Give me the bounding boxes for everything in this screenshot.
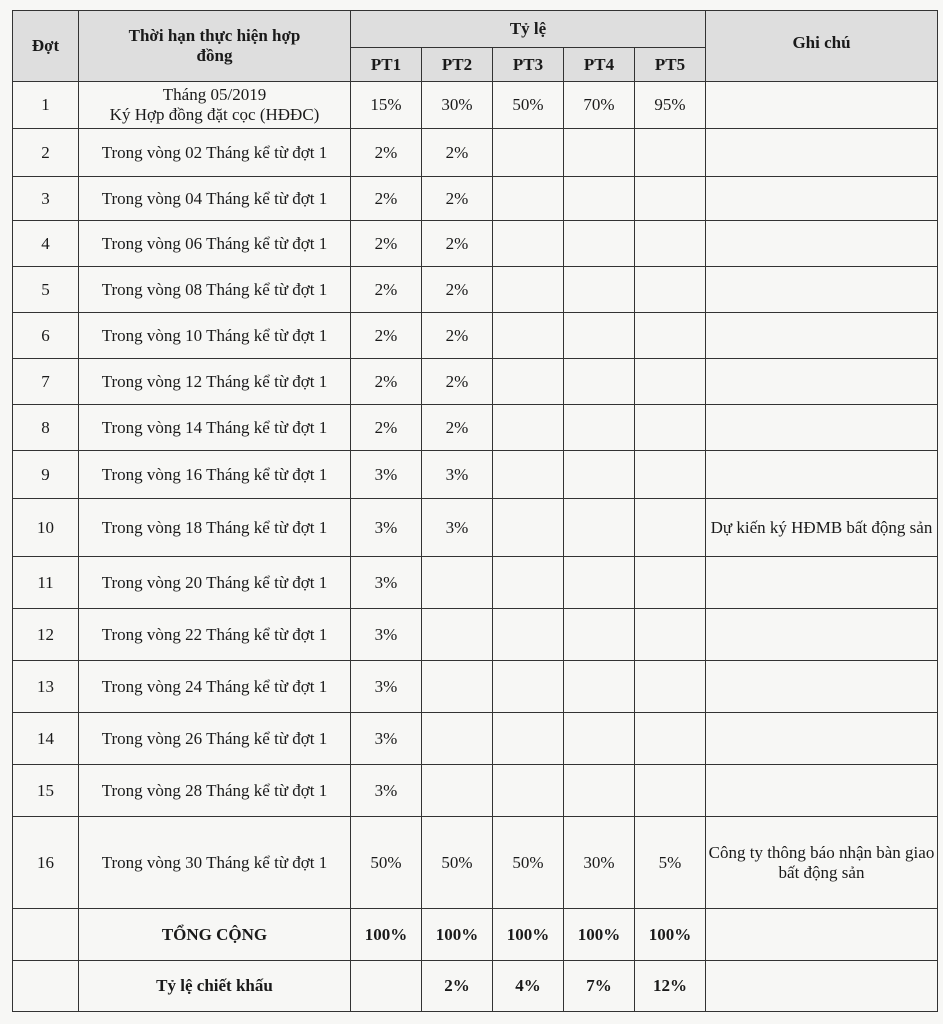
row-pt1: 3% bbox=[351, 713, 422, 765]
row-pt4 bbox=[564, 177, 635, 221]
row-note bbox=[706, 451, 938, 499]
row-note bbox=[706, 713, 938, 765]
row-pt1: 2% bbox=[351, 267, 422, 313]
row-pt2: 3% bbox=[422, 499, 493, 557]
total-row-blank bbox=[13, 909, 79, 961]
row-pt2: 2% bbox=[422, 359, 493, 405]
table-row bbox=[13, 557, 938, 609]
row-time bbox=[79, 817, 351, 909]
row-time bbox=[79, 661, 351, 713]
row-dot: 12 bbox=[13, 609, 79, 661]
row-dot: 3 bbox=[13, 177, 79, 221]
table-row bbox=[13, 221, 938, 267]
row-dot: 1 bbox=[13, 82, 79, 129]
row-time bbox=[79, 313, 351, 359]
table-row bbox=[13, 405, 938, 451]
row-pt1: 3% bbox=[351, 765, 422, 817]
row-pt1: 3% bbox=[351, 557, 422, 609]
row-pt2 bbox=[422, 713, 493, 765]
row-pt3 bbox=[493, 661, 564, 713]
row-time-text: Trong vòng 02 Tháng kể từ đợt 1 bbox=[101, 142, 328, 162]
row-pt5 bbox=[635, 359, 706, 405]
row-pt2 bbox=[422, 765, 493, 817]
table-row bbox=[13, 82, 938, 129]
row-dot: 6 bbox=[13, 313, 79, 359]
row-time bbox=[79, 451, 351, 499]
row-dot: 2 bbox=[13, 129, 79, 177]
payment-schedule-table bbox=[12, 10, 938, 1012]
row-pt2: 2% bbox=[422, 221, 493, 267]
row-pt2 bbox=[422, 609, 493, 661]
row-time bbox=[79, 359, 351, 405]
row-pt2: 50% bbox=[422, 817, 493, 909]
row-pt5 bbox=[635, 451, 706, 499]
row-pt3 bbox=[493, 405, 564, 451]
row-note bbox=[706, 267, 938, 313]
row-time bbox=[79, 609, 351, 661]
total-row-pt4: 100% bbox=[564, 909, 635, 961]
row-time-text: Trong vòng 28 Tháng kể từ đợt 1 bbox=[101, 780, 328, 800]
row-time bbox=[79, 177, 351, 221]
row-time-text: Trong vòng 30 Tháng kể từ đợt 1 bbox=[101, 852, 328, 872]
row-pt3 bbox=[493, 359, 564, 405]
row-pt3 bbox=[493, 765, 564, 817]
row-pt2: 2% bbox=[422, 267, 493, 313]
row-dot: 13 bbox=[13, 661, 79, 713]
table-row bbox=[13, 313, 938, 359]
row-pt4 bbox=[564, 451, 635, 499]
table-row bbox=[13, 661, 938, 713]
row-note: Công ty thông báo nhận bàn giao bất động sản bbox=[706, 817, 938, 909]
row-pt1: 2% bbox=[351, 177, 422, 221]
row-pt2: 2% bbox=[422, 405, 493, 451]
header-pt1: PT1 bbox=[351, 48, 422, 82]
row-note bbox=[706, 313, 938, 359]
discount-row-blank bbox=[13, 961, 79, 1012]
discount-row-label: Tỷ lệ chiết khấu bbox=[79, 961, 351, 1012]
row-pt4 bbox=[564, 609, 635, 661]
row-pt5: 5% bbox=[635, 817, 706, 909]
row-pt3: 50% bbox=[493, 82, 564, 129]
row-time-text: Trong vòng 24 Tháng kể từ đợt 1 bbox=[101, 676, 328, 696]
row-pt5: 95% bbox=[635, 82, 706, 129]
row-pt5 bbox=[635, 661, 706, 713]
total-row bbox=[13, 909, 938, 961]
row-time-text: Trong vòng 12 Tháng kể từ đợt 1 bbox=[101, 371, 328, 391]
row-pt3 bbox=[493, 129, 564, 177]
discount-row-pt4: 7% bbox=[564, 961, 635, 1012]
discount-row bbox=[13, 961, 938, 1012]
row-pt5 bbox=[635, 765, 706, 817]
header-dot: Đợt bbox=[13, 11, 79, 82]
row-pt5 bbox=[635, 267, 706, 313]
row-note bbox=[706, 82, 938, 129]
row-pt2 bbox=[422, 557, 493, 609]
row-pt1: 15% bbox=[351, 82, 422, 129]
row-pt3 bbox=[493, 557, 564, 609]
row-pt2: 2% bbox=[422, 313, 493, 359]
row-time bbox=[79, 499, 351, 557]
row-dot: 16 bbox=[13, 817, 79, 909]
row-dot: 15 bbox=[13, 765, 79, 817]
row-time-text: Trong vòng 06 Tháng kể từ đợt 1 bbox=[101, 233, 328, 253]
row-pt1: 2% bbox=[351, 359, 422, 405]
table-row bbox=[13, 129, 938, 177]
row-pt5 bbox=[635, 609, 706, 661]
row-note bbox=[706, 765, 938, 817]
row-pt5 bbox=[635, 177, 706, 221]
row-pt1: 2% bbox=[351, 313, 422, 359]
total-row-note bbox=[706, 909, 938, 961]
row-pt3 bbox=[493, 221, 564, 267]
row-dot: 14 bbox=[13, 713, 79, 765]
row-pt1: 3% bbox=[351, 661, 422, 713]
row-pt1: 2% bbox=[351, 405, 422, 451]
table-row bbox=[13, 817, 938, 909]
row-note bbox=[706, 221, 938, 267]
table-row bbox=[13, 177, 938, 221]
row-time bbox=[79, 129, 351, 177]
row-pt2: 3% bbox=[422, 451, 493, 499]
row-note: Dự kiến ký HĐMB bất động sản bbox=[706, 499, 938, 557]
row-dot: 7 bbox=[13, 359, 79, 405]
row-pt3 bbox=[493, 499, 564, 557]
row-pt3 bbox=[493, 713, 564, 765]
discount-row-pt2: 2% bbox=[422, 961, 493, 1012]
table-row bbox=[13, 451, 938, 499]
row-note bbox=[706, 359, 938, 405]
schedule-body bbox=[13, 82, 938, 1012]
row-pt3 bbox=[493, 451, 564, 499]
discount-row-pt1 bbox=[351, 961, 422, 1012]
row-pt4 bbox=[564, 713, 635, 765]
header-pt3: PT3 bbox=[493, 48, 564, 82]
row-pt5 bbox=[635, 557, 706, 609]
row-dot: 9 bbox=[13, 451, 79, 499]
header-pt2: PT2 bbox=[422, 48, 493, 82]
row-pt3 bbox=[493, 267, 564, 313]
row-dot: 5 bbox=[13, 267, 79, 313]
row-pt5 bbox=[635, 221, 706, 267]
row-pt2: 2% bbox=[422, 129, 493, 177]
row-pt5 bbox=[635, 313, 706, 359]
row-pt4 bbox=[564, 129, 635, 177]
row-time-text: Tháng 05/2019 bbox=[162, 85, 267, 105]
row-pt2: 30% bbox=[422, 82, 493, 129]
row-pt4 bbox=[564, 267, 635, 313]
discount-row-pt3: 4% bbox=[493, 961, 564, 1012]
table-row bbox=[13, 359, 938, 405]
header-time: Thời hạn thực hiện hợp đồng bbox=[79, 11, 351, 82]
row-pt5 bbox=[635, 405, 706, 451]
row-pt4 bbox=[564, 221, 635, 267]
row-pt1: 3% bbox=[351, 451, 422, 499]
row-time-text: Trong vòng 10 Tháng kể từ đợt 1 bbox=[101, 325, 328, 345]
row-time-text: Trong vòng 14 Tháng kể từ đợt 1 bbox=[101, 417, 328, 437]
row-pt5 bbox=[635, 129, 706, 177]
row-time-text: Trong vòng 04 Tháng kể từ đợt 1 bbox=[101, 188, 328, 208]
row-note bbox=[706, 609, 938, 661]
row-pt1: 2% bbox=[351, 129, 422, 177]
discount-row-pt5: 12% bbox=[635, 961, 706, 1012]
row-pt4 bbox=[564, 405, 635, 451]
row-time bbox=[79, 82, 351, 129]
row-time bbox=[79, 765, 351, 817]
total-row-label: TỔNG CỘNG bbox=[79, 909, 351, 961]
row-pt5 bbox=[635, 713, 706, 765]
header-pt4: PT4 bbox=[564, 48, 635, 82]
row-pt4 bbox=[564, 499, 635, 557]
row-note bbox=[706, 405, 938, 451]
row-pt4 bbox=[564, 661, 635, 713]
table-row bbox=[13, 267, 938, 313]
row-pt4: 30% bbox=[564, 817, 635, 909]
total-row-pt3: 100% bbox=[493, 909, 564, 961]
row-pt5 bbox=[635, 499, 706, 557]
header-pt5: PT5 bbox=[635, 48, 706, 82]
row-pt2: 2% bbox=[422, 177, 493, 221]
header-ratio: Tỷ lệ bbox=[351, 11, 706, 48]
header-note: Ghi chú bbox=[706, 11, 938, 82]
row-pt4 bbox=[564, 313, 635, 359]
row-pt4: 70% bbox=[564, 82, 635, 129]
row-time bbox=[79, 557, 351, 609]
total-row-pt1: 100% bbox=[351, 909, 422, 961]
row-note bbox=[706, 177, 938, 221]
row-time-text: Trong vòng 16 Tháng kể từ đợt 1 bbox=[101, 464, 328, 484]
row-pt1: 3% bbox=[351, 499, 422, 557]
row-time-text: Trong vòng 08 Tháng kể từ đợt 1 bbox=[101, 279, 328, 299]
row-time-text: Trong vòng 22 Tháng kể từ đợt 1 bbox=[101, 624, 328, 644]
row-time-text: Trong vòng 26 Tháng kể từ đợt 1 bbox=[101, 728, 328, 748]
row-pt4 bbox=[564, 557, 635, 609]
row-pt1: 3% bbox=[351, 609, 422, 661]
row-dot: 8 bbox=[13, 405, 79, 451]
row-pt1: 50% bbox=[351, 817, 422, 909]
row-pt1: 2% bbox=[351, 221, 422, 267]
row-pt4 bbox=[564, 765, 635, 817]
total-row-pt5: 100% bbox=[635, 909, 706, 961]
row-pt4 bbox=[564, 359, 635, 405]
row-time-text-2: Ký Hợp đồng đặt cọc (HĐĐC) bbox=[109, 105, 320, 124]
row-time bbox=[79, 713, 351, 765]
row-note bbox=[706, 557, 938, 609]
table-row bbox=[13, 499, 938, 557]
table-row bbox=[13, 609, 938, 661]
row-pt2 bbox=[422, 661, 493, 713]
table-row bbox=[13, 713, 938, 765]
row-pt3 bbox=[493, 313, 564, 359]
row-dot: 11 bbox=[13, 557, 79, 609]
row-time bbox=[79, 405, 351, 451]
row-pt3 bbox=[493, 609, 564, 661]
row-time-text: Trong vòng 20 Tháng kể từ đợt 1 bbox=[101, 572, 328, 592]
row-time bbox=[79, 267, 351, 313]
row-time-text: Trong vòng 18 Tháng kể từ đợt 1 bbox=[101, 517, 328, 537]
row-time bbox=[79, 221, 351, 267]
discount-row-note bbox=[706, 961, 938, 1012]
row-note bbox=[706, 129, 938, 177]
row-dot: 10 bbox=[13, 499, 79, 557]
total-row-pt2: 100% bbox=[422, 909, 493, 961]
row-pt3: 50% bbox=[493, 817, 564, 909]
row-note bbox=[706, 661, 938, 713]
row-dot: 4 bbox=[13, 221, 79, 267]
table-row bbox=[13, 765, 938, 817]
row-pt3 bbox=[493, 177, 564, 221]
